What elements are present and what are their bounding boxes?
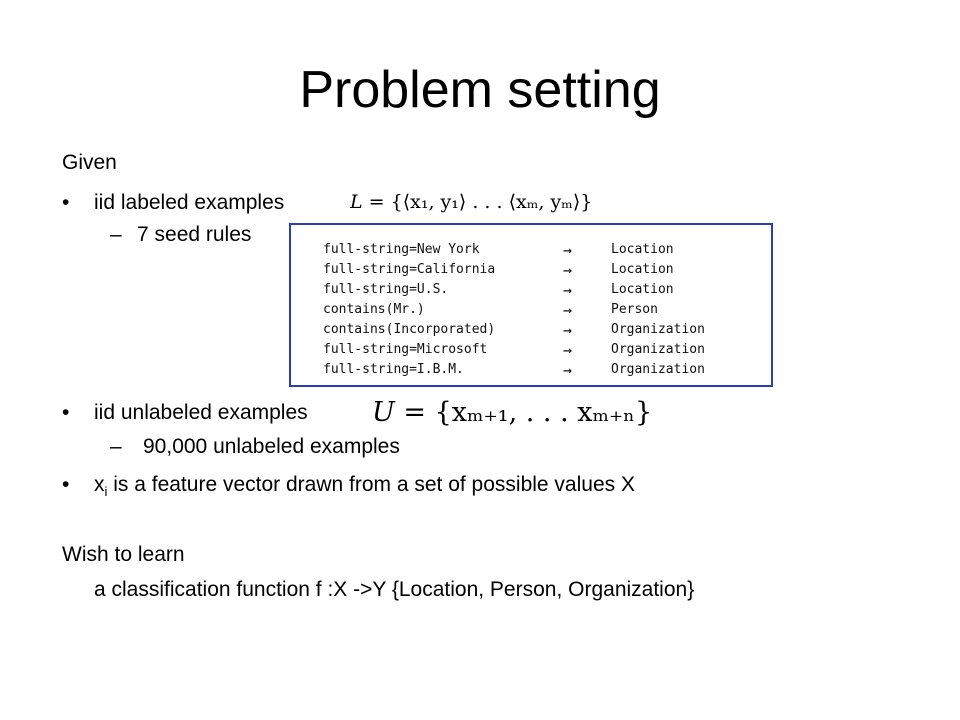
unlabeled-count-text: 90,000 unlabeled examples	[143, 435, 400, 458]
rule-condition: contains(Mr.)	[323, 302, 425, 317]
labeled-examples-text: iid labeled examples	[94, 191, 285, 214]
rule-label: Location	[611, 262, 674, 277]
unlabeled-set-symbol: U	[372, 397, 395, 428]
arrow-icon: →	[563, 341, 573, 359]
unlabeled-examples-text: iid unlabeled examples	[94, 401, 308, 424]
rule-label: Organization	[611, 322, 705, 337]
arrow-icon: →	[563, 321, 573, 339]
rule-row	[323, 240, 763, 260]
feature-var: x	[94, 473, 105, 496]
wish-heading: Wish to learn	[62, 543, 185, 566]
labeled-set-body: = {⟨x₁, y₁⟩ . . . ⟨xₘ, yₘ⟩}	[368, 191, 593, 213]
arrow-icon: →	[563, 261, 573, 279]
bullet-marker: •	[62, 191, 70, 214]
feature-vector-desc: is a feature vector drawn from a set of possible values X	[107, 473, 635, 496]
rule-label: Organization	[611, 362, 705, 377]
unlabeled-set-formula	[372, 396, 652, 430]
rule-label: Location	[611, 242, 674, 257]
slide-title: Problem setting	[299, 61, 661, 119]
rule-condition: full-string=U.S.	[323, 282, 449, 297]
seed-rules-table	[289, 223, 773, 387]
rule-row	[323, 360, 763, 380]
rule-row	[323, 280, 763, 300]
arrow-icon: →	[563, 241, 573, 259]
given-heading: Given	[62, 151, 117, 174]
labeled-set-formula	[350, 190, 592, 214]
dash-marker: –	[110, 435, 122, 458]
rule-row	[323, 300, 763, 320]
rule-condition: full-string=Microsoft	[323, 342, 488, 357]
rule-row	[323, 260, 763, 280]
arrow-icon: →	[563, 281, 573, 299]
rule-condition: full-string=I.B.M.	[323, 362, 464, 377]
rule-condition: full-string=New York	[323, 242, 480, 257]
classification-text: a classification function f :X ->Y {Location, Person, Organization}	[94, 578, 695, 601]
rule-condition: full-string=California	[323, 262, 496, 277]
labeled-set-symbol: L	[350, 191, 363, 213]
bullet-marker: •	[62, 401, 70, 424]
rule-label: Person	[611, 302, 658, 317]
arrow-icon: →	[563, 301, 573, 319]
feature-var-subscript: i	[104, 484, 108, 500]
rule-row	[323, 340, 763, 360]
arrow-icon: →	[563, 361, 573, 379]
seed-rules-text: 7 seed rules	[137, 223, 252, 246]
rule-label: Location	[611, 282, 674, 297]
rule-condition: contains(Incorporated)	[323, 322, 496, 337]
bullet-marker: •	[62, 473, 70, 496]
feature-vector-text	[94, 472, 635, 505]
rule-row	[323, 320, 763, 340]
unlabeled-set-body: = {xₘ₊₁, . . . xₘ₊ₙ}	[403, 397, 653, 428]
rule-label: Organization	[611, 342, 705, 357]
dash-marker: –	[110, 223, 122, 246]
